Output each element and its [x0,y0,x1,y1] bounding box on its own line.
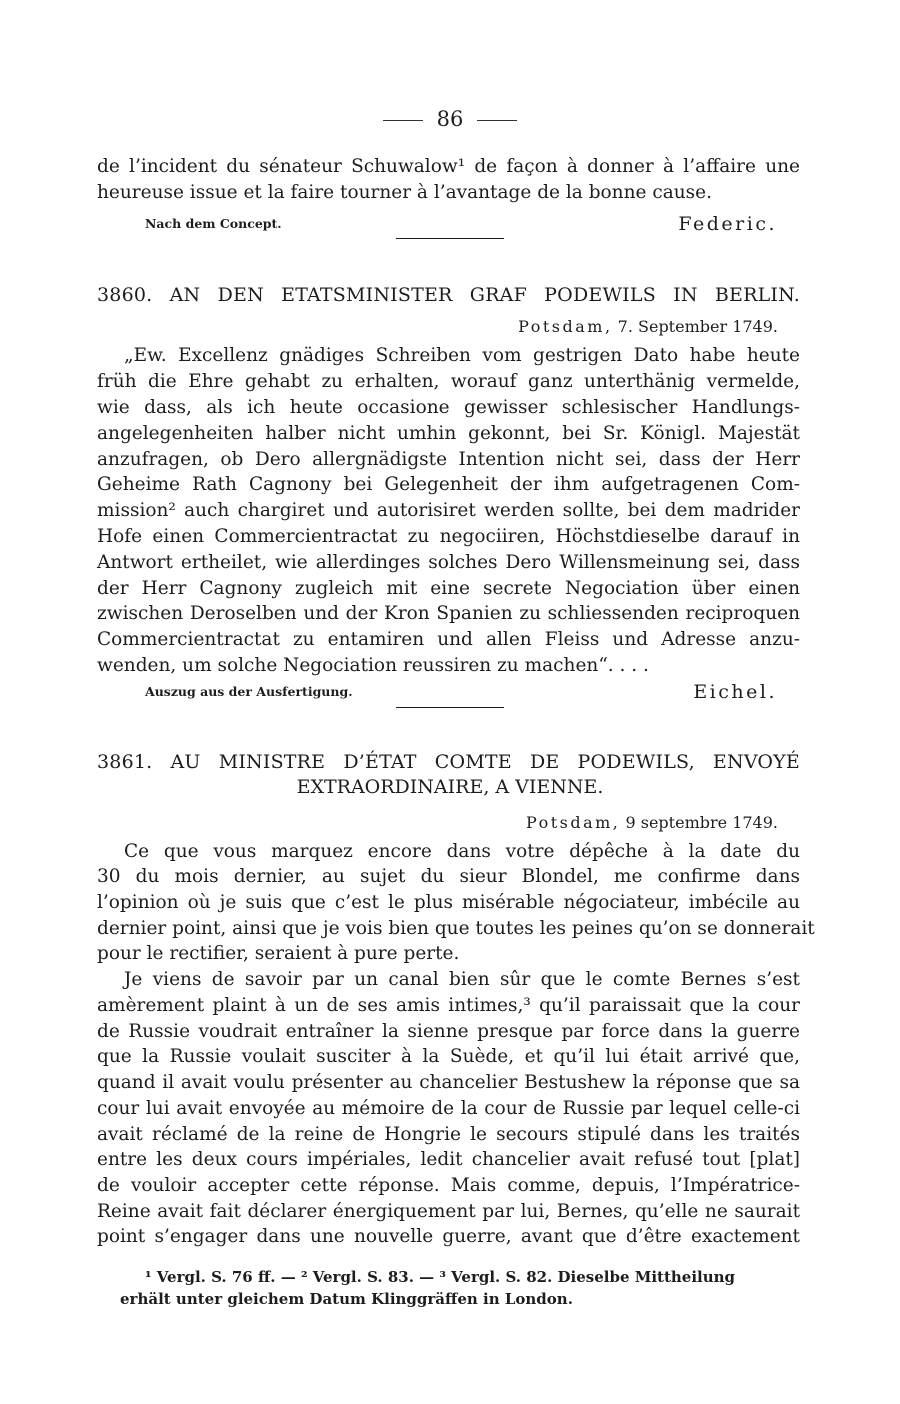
letter-heading: 3860. AN DEN ETATSMINISTER GRAF PODEWILS IN BERLIN. [97,284,800,306]
signature: Eichel. [693,681,777,703]
body-line: Je viens de savoir par un canal bien sûr que le comte Bernes s’est [124,969,800,990]
body-line: amèrement plaint à un de ses amis intimes,³ qu’il paraissait que la cour [97,995,800,1016]
signature: Federic. [678,213,777,235]
body-line: 30 du mois dernier, au sujet du sieur Blondel, me confirme dans [97,866,800,887]
body-line: angelegenheiten halber nicht umhin gekonnt, bei Sr. Königl. Majestät [97,423,800,444]
dateline [518,316,778,338]
body-line: avait réclamé de la reine de Hongrie le secours stipulé dans les traités [97,1124,800,1145]
body-line: mission² auch chargiret und autorisiret werden sollte, bei dem madrider [97,500,800,521]
page-number-dash-left [383,120,423,121]
body-line: de l’incident du sénateur Schuwalow¹ de façon à donner à l’affaire une [97,156,800,177]
footnote-line: erhält unter gleichem Datum Klinggräffen in London. [120,1290,573,1308]
body-line: Hofe einen Commercientractat zu negociiren, Höchstdieselbe darauf in [97,526,800,547]
page-number-line [0,105,900,133]
source-note: Nach dem Concept. [145,216,282,231]
letter-heading: 3861. AU MINISTRE D’ÉTAT COMTE DE PODEWILS, ENVOYÉ [97,751,800,773]
body-line: pour le rectifier, seraient à pure perte. [97,943,460,964]
body-line: dernier point, ainsi que je vois bien que toutes les peines qu’on se donnerait [97,918,815,939]
dateline-place: Potsdam, [518,317,613,336]
dateline-place: Potsdam, [525,813,621,832]
dateline-date: 9 septembre 1749. [625,813,778,832]
body-line: anzufragen, ob Dero allergnädigste Intention nicht sei, dass der Herr [97,449,800,470]
body-line: Geheime Rath Cagnony bei Gelegenheit der ihm aufgetragenen Com- [97,474,800,495]
body-line: entre les deux cours impériales, ledit chancelier avait refusé tout [plat] [97,1149,800,1170]
body-line: Antwort ertheilet, wie allerdinges solches Dero Willensmeinung sei, dass [97,552,800,573]
footnote-line: ¹ Vergl. S. 76 ff. — ² Vergl. S. 83. — ³ Vergl. S. 82. Dieselbe Mittheilung [145,1268,736,1286]
page-number: 86 [436,107,464,131]
dateline-date: 7. September 1749. [617,317,778,336]
separator-rule [396,707,504,708]
body-line: de vouloir accepter cette réponse. Mais comme, depuis, l’Impératrice- [97,1175,800,1196]
body-line: que la Russie voulait susciter à la Suède, et qu’il lui était arrivé que, [97,1046,800,1067]
body-line: Reine avait fait déclarer énergiquement par lui, Bernes, qu’elle ne saurait [97,1201,800,1222]
source-note: Auszug aus der Ausfertigung. [145,684,353,699]
body-line: l’opinion où je suis que c’est le plus misérable négociateur, imbécile au [97,892,800,913]
body-line: früh die Ehre gehabt zu erhalten, worauf ganz unterthänig vermelde, [97,371,800,392]
body-line: der Herr Cagnony zugleich mit eine secrete Negociation über einen [97,578,800,599]
body-line: point s’engager dans une nouvelle guerre, avant que d’être exactement [97,1226,800,1247]
body-line: zwischen Deroselben und der Kron Spanien zu schliessenden reciproquen [97,603,800,624]
separator-rule [396,238,504,239]
body-line: Commercientractat zu entamiren und allen Fleiss und Adresse anzu- [97,629,800,650]
page-number-dash-right [477,120,517,121]
dateline [526,812,778,834]
body-line: wenden, um solche Negociation reussiren zu machen“. . . . [97,655,649,676]
body-line: de Russie voudrait entraîner la sienne presque par force dans la guerre [97,1021,800,1042]
body-line: heureuse issue et la faire tourner à l’avantage de la bonne cause. [97,182,712,203]
body-line: wie dass, als ich heute occasione gewisser schlesischer Handlungs- [97,397,800,418]
body-line: Ce que vous marquez encore dans votre dépêche à la date du [124,841,800,862]
body-line: quand il avait voulu présenter au chancelier Bestushew la réponse que sa [97,1072,800,1093]
body-line: „Ew. Excellenz gnädiges Schreiben vom gestrigen Dato habe heute [124,345,800,366]
body-line: cour lui avait envoyée au mémoire de la cour de Russie par lequel celle-ci [97,1098,800,1119]
letter-heading-continued: EXTRAORDINAIRE, A VIENNE. [296,776,604,798]
